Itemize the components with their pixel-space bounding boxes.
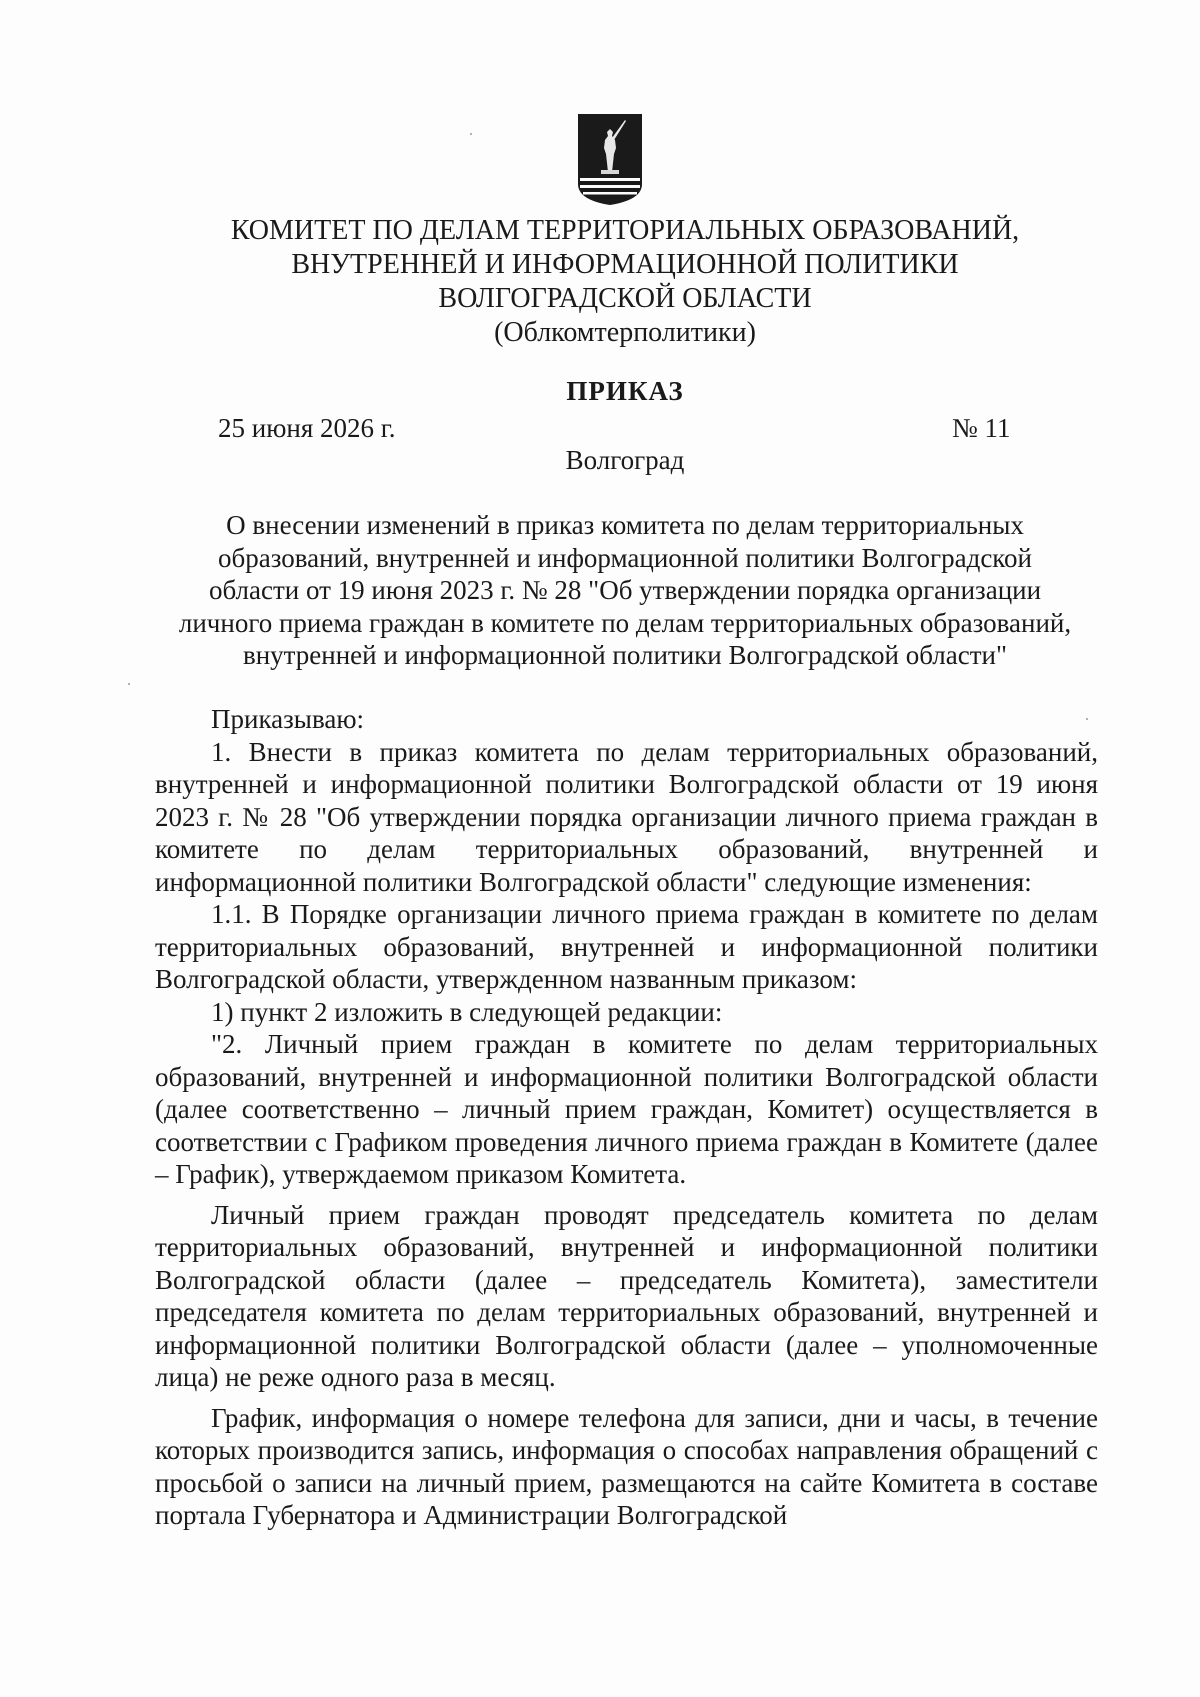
body-paragraph-1: 1. Внести в приказ комитета по делам территориальных образований, внутренней и информационной политики Волгоградской области от 19 июня 2023 г. № 28 "Об утверждении порядка организации личного приема граждан в комитете по делам территориальных образований, внутренней и информационной политики Волгоградской области" следующие изменения:	[155, 736, 1098, 897]
body-paragraph-reception: Личный прием граждан проводят председатель комитета по делам территориальных образований, внутренней и информационной политики Волгоградской области (далее – председатель Комитета), заместители председателя комитета по делам территориальных образований, внутренней и информационной политики Волгоградской области (далее – уполномоченные лица) не реже одного раза в месяц.	[155, 1199, 1098, 1392]
body-paragraph-schedule: График, информация о номере телефона для записи, дни и часы, в течение которых производится запись, информация о способах направления обращений с просьбой о записи на личный прием, размещаются на сайте Комитета в составе портала Губернатора и Администрации Волгоградской	[155, 1402, 1098, 1530]
subject-line-5: внутренней и информационной политики Волгоградской области"	[242, 640, 1008, 670]
scan-artifact	[128, 683, 130, 685]
subject-line-2: образований, внутренней и информационной политики Волгоградской	[218, 542, 1032, 573]
document-body	[155, 703, 1098, 1532]
org-name-line-1: КОМИТЕТ ПО ДЕЛАМ ТЕРРИТОРИАЛЬНЫХ ОБРАЗОВАНИЙ,	[230, 215, 1020, 246]
subject-line-3: области от 19 июня 2023 г. № 28 "Об утверждении порядка организации	[208, 575, 1042, 605]
document-number: № 11	[952, 413, 1011, 443]
body-paragraph-order: Приказываю:	[211, 704, 364, 734]
document-date: 25 июня 2026 г.	[218, 413, 396, 443]
volgograd-coat-of-arms-icon	[575, 112, 645, 207]
document-subject	[150, 509, 1100, 672]
subject-line-4: личного приема граждан в комитете по делам территориальных образований,	[178, 607, 1072, 638]
organization-header	[150, 214, 1100, 350]
document-type-title: ПРИКАЗ	[566, 376, 684, 406]
org-name-line-2: ВНУТРЕННЕЙ И ИНФОРМАЦИОННОЙ ПОЛИТИКИ	[291, 249, 959, 280]
scan-artifact	[470, 133, 472, 135]
document-city: Волгоград	[565, 445, 685, 475]
subject-line-1: О внесении изменений в приказ комитета по делам территориальных	[226, 510, 1024, 540]
scan-artifact	[1086, 718, 1088, 720]
org-name-line-3: ВОЛГОГРАДСКОЙ ОБЛАСТИ	[438, 283, 812, 314]
body-paragraph-1-1-1: 1) пункт 2 изложить в следующей редакции:	[211, 996, 723, 1027]
body-paragraph-1-1: 1.1. В Порядке организации личного приема граждан в комитете по делам территориальных образований, внутренней и информационной политики Волгоградской области, утвержденном названным приказом:	[155, 899, 1098, 994]
body-paragraph-point-2: "2. Личный прием граждан в комитете по делам территориальных образований, внутренней и информационной политики Волгоградской области (далее соответственно – личный прием граждан, Комитет) осуществляется в соответствии с Графиком проведения личного приема граждан в Комитете (далее – График), утверждаемом приказом Комитета.	[155, 1029, 1098, 1189]
org-short-name: (Облкомтерполитики)	[494, 317, 756, 348]
